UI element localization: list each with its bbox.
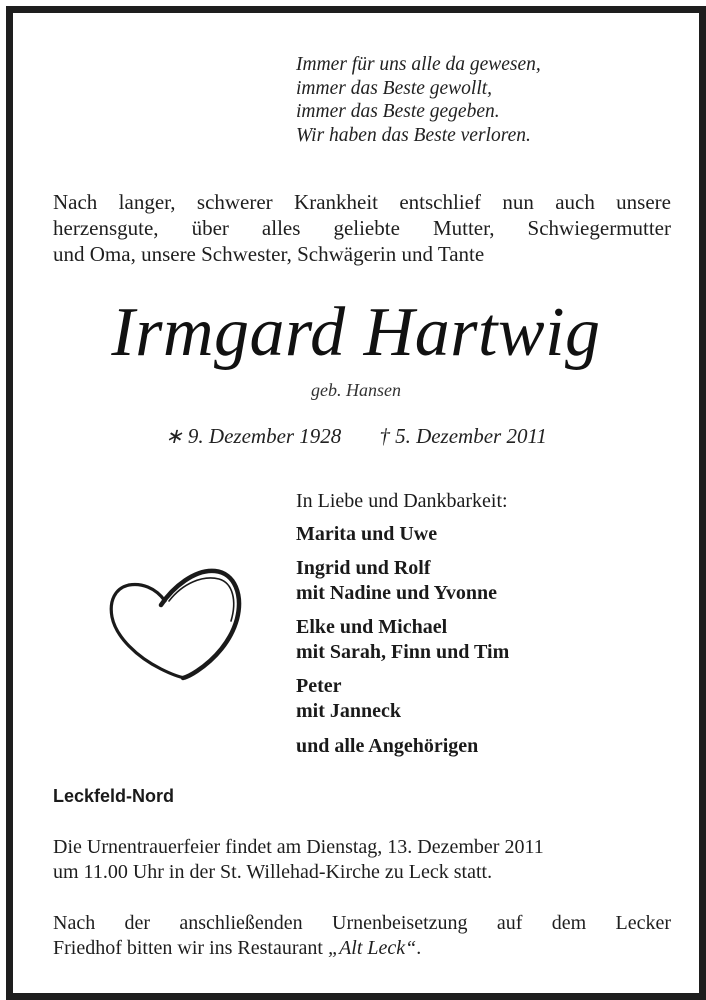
reception-info <box>53 911 671 961</box>
mourner-line: mit Sarah, Finn und Tim <box>296 641 510 663</box>
restaurant-name: „Alt Leck“ <box>327 937 417 959</box>
poem-line: Wir haben das Beste verloren. <box>296 124 531 146</box>
intro-line: herzensgute, über alles geliebte Mutter, Schwiegermutter <box>53 216 671 240</box>
service-line: um 11.00 Uhr in der St. Willehad-Kirche zu Leck statt. <box>53 861 493 883</box>
reception-line <box>53 936 671 961</box>
mourners-lead: In Liebe und Dankbarkeit: <box>296 490 508 512</box>
death-date: † 5. Dezember 2011 <box>379 424 547 448</box>
mourner-group <box>296 556 509 606</box>
birth-date: ∗ 9. Dezember 1928 <box>165 424 342 448</box>
obituary-frame <box>6 6 706 1000</box>
heart-stroke-left <box>111 585 185 678</box>
intro-line: und Oma, unsere Schwester, Schwägerin und Tante <box>53 242 485 266</box>
mourner-line: mit Janneck <box>296 700 401 722</box>
poem <box>296 53 541 147</box>
intro-line: Nach langer, schwerer Krankheit entschlief nun auch unsere <box>53 190 671 214</box>
mourners <box>296 489 509 759</box>
mourner-line: mit Nadine und Yvonne <box>296 582 497 604</box>
poem-line: immer das Beste gewollt, <box>296 77 493 99</box>
mourner-group <box>296 615 509 665</box>
service-line: Die Urnentrauerfeier findet am Dienstag, 13. Dezember 2011 <box>53 836 544 858</box>
mourners-closing: und alle Angehörigen <box>296 735 479 757</box>
reception-suffix: . <box>416 937 422 959</box>
mourner-line: Ingrid und Rolf <box>296 557 431 579</box>
mourner-line: Elke und Michael <box>296 616 448 638</box>
reception-prefix: Friedhof bitten wir ins Restaurant <box>53 937 328 959</box>
mourner-group <box>296 674 509 724</box>
reception-line: Nach der anschließenden Urnenbeisetzung auf dem Lecker <box>53 912 671 934</box>
life-dates <box>13 423 699 449</box>
birth-name: geb. Hansen <box>311 380 401 400</box>
deceased-name: Irmgard Hartwig <box>111 294 601 371</box>
mourner-line: Peter <box>296 675 342 697</box>
poem-line: Immer für uns alle da gewesen, <box>296 54 541 75</box>
mourner-group <box>296 522 509 547</box>
poem-line: immer das Beste gegeben. <box>296 101 500 122</box>
heart-stroke-right <box>161 571 239 678</box>
obituary-content <box>13 13 699 993</box>
heart-icon <box>103 561 243 686</box>
intro-text <box>53 189 671 267</box>
service-info <box>53 835 671 885</box>
place-name: Leckfeld-Nord <box>53 786 175 806</box>
mourner-line: Marita und Uwe <box>296 523 438 545</box>
